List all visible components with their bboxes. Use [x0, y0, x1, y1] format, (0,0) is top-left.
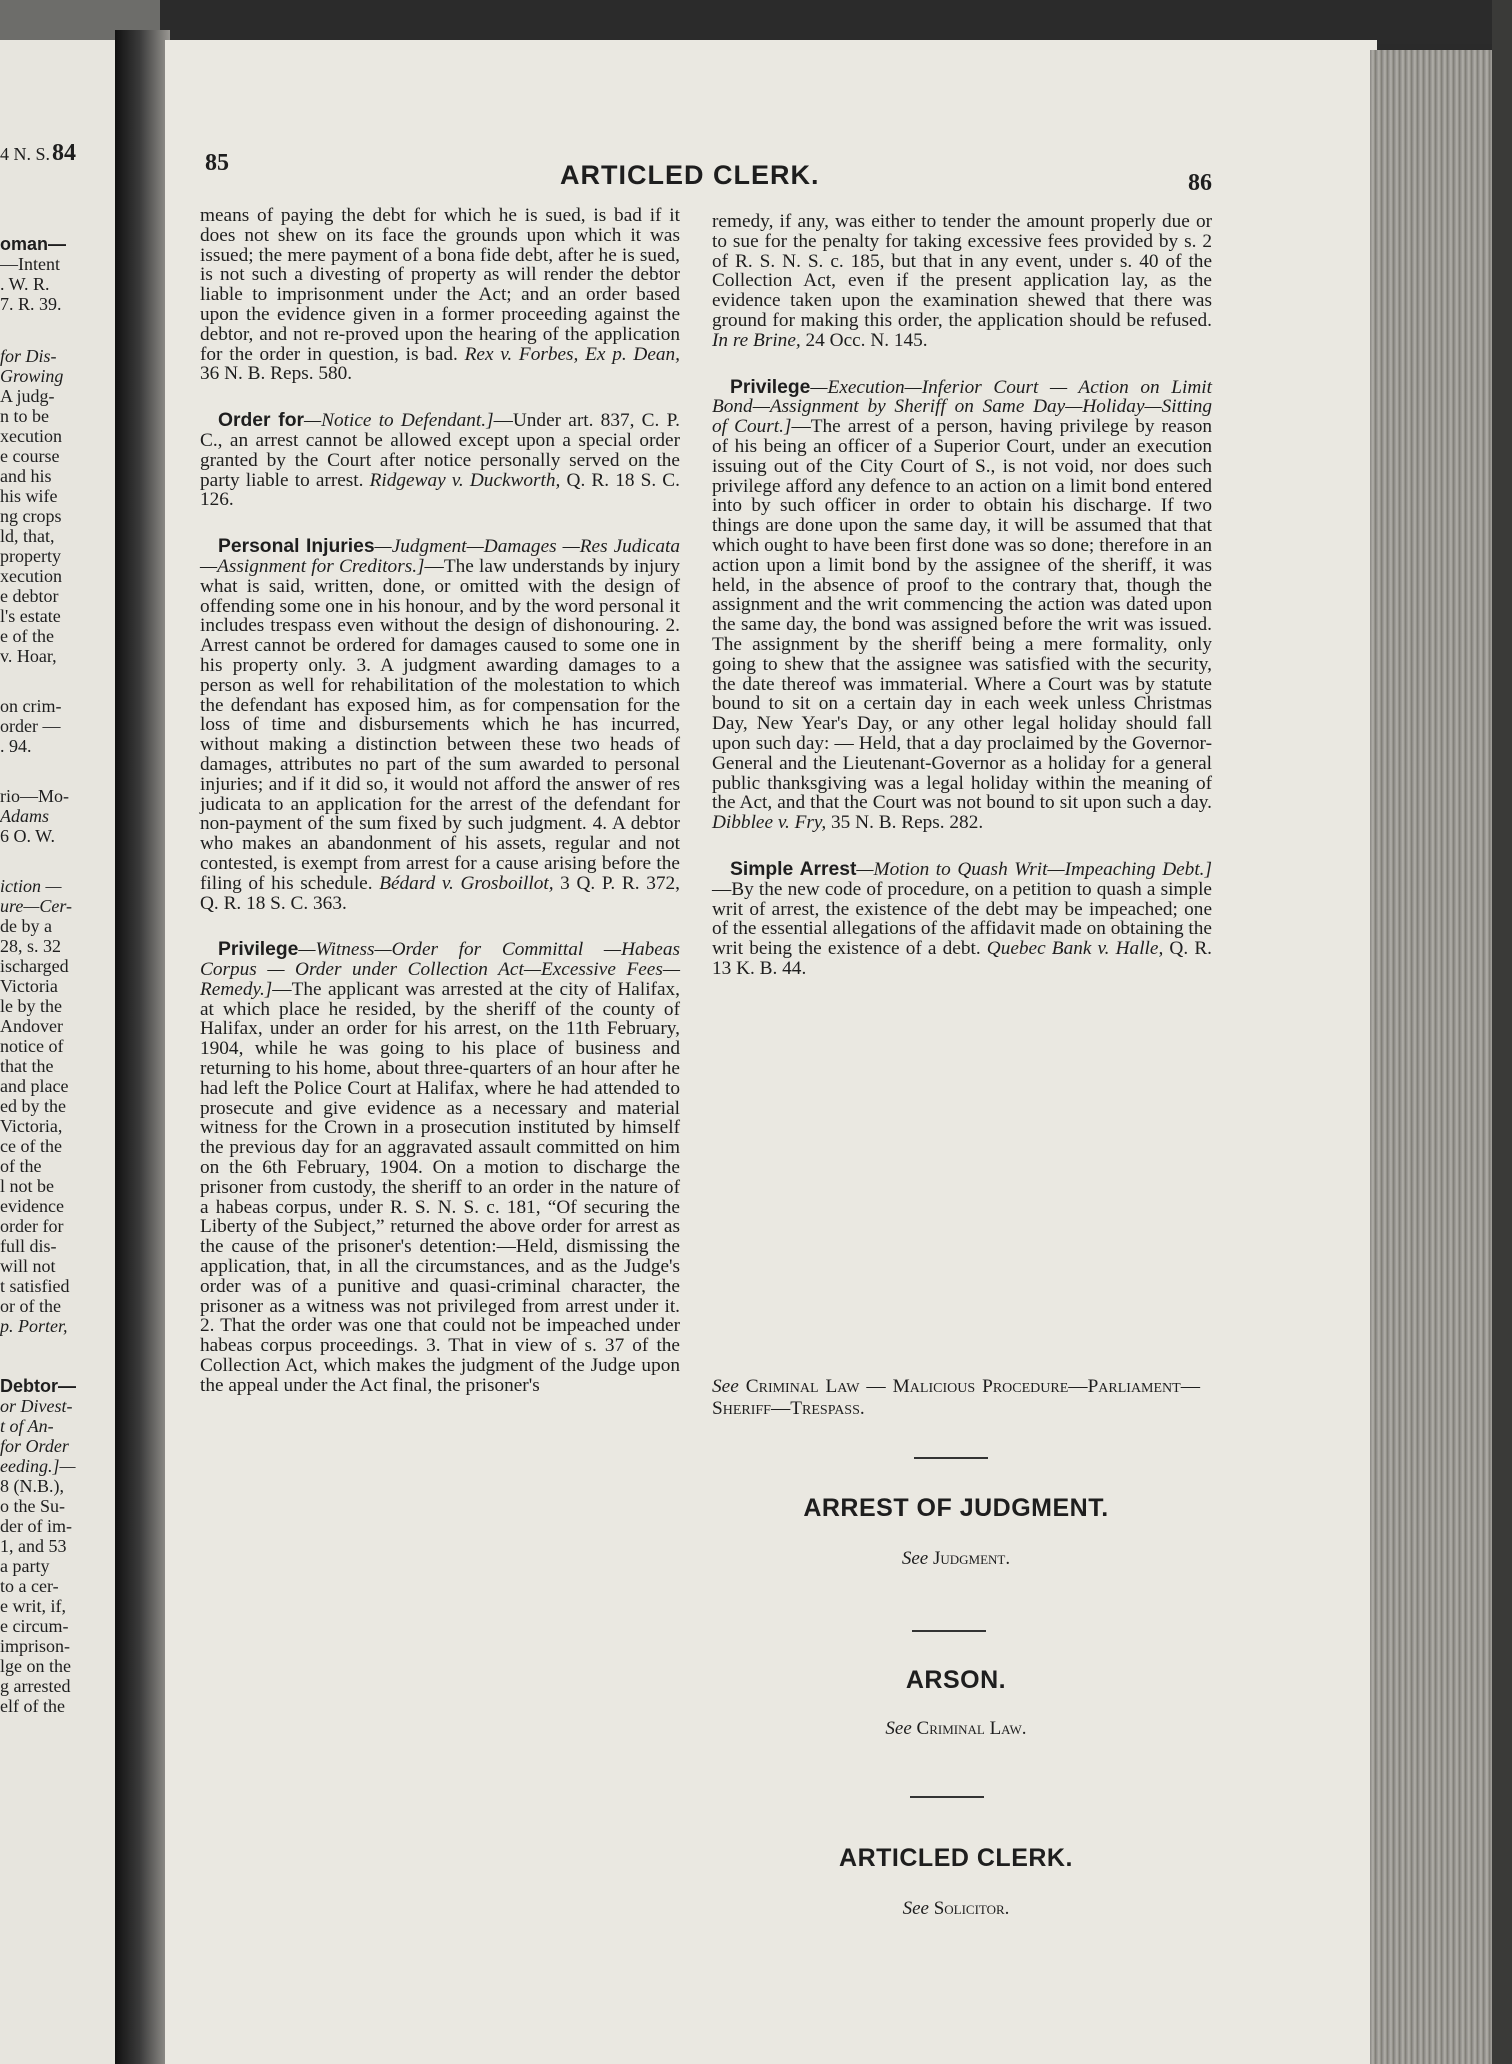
previous-page-line: Victoria, [0, 1116, 63, 1136]
previous-page-line: for Order [0, 1436, 69, 1456]
previous-page-line: 4 N. S. [0, 144, 51, 164]
right-page-number: 86 [1188, 170, 1212, 196]
previous-page-line: of the [0, 1156, 42, 1176]
previous-page-line: o the Su- [0, 1496, 65, 1516]
previous-page-line: ld, that, [0, 526, 55, 546]
digest-entry [200, 940, 680, 1395]
previous-page-line: oman— [0, 234, 67, 254]
previous-page-line: ed by the [0, 1096, 66, 1116]
entry-headword: Order for [218, 410, 304, 432]
previous-page-line: order for [0, 1216, 64, 1236]
previous-page-line: rio—Mo- [0, 786, 69, 806]
section-divider [912, 1630, 986, 1632]
previous-page-line: Victoria [0, 976, 58, 996]
entry-subheadings: —Motion to Quash Writ—Impeaching Debt.] [856, 858, 1212, 880]
entry-text: —The arrest of a person, having privilege by reason of his being an officer of a Superior Court, under an execution issuing out of the City Court of S., is not void, nor does such privilege afford any defence to an action on a limit bond entered into by such officer in order to obtain his discharge. If two things are done upon the same day, it will be assumed that that which ought to have been first done was so done; therefore in an action upon a limit bond by the assignee of the sheriff, it was held, in the absence of proof to the contrary that, though the assignment and the writ commencing the action was dated upon the same day, the bond was assigned before the writ was issued. The assignment by the sheriff being a mere formality, only going to shew that the assignee was satisfied with the security, the date thereof was immaterial. Where a Court was by statute bound to sit on a certain day in each week unless Christmas Day, New Year's Day, or any other legal holiday should fall upon such day: — Held, that a day proclaimed by the Governor-General and the Lieutenant-Governor as a holiday for a general public thanksgiving was a legal holiday within the meaning of the Act, and that the Court was not bound to sit upon such a day. [712, 416, 1212, 814]
previous-page-line: l's estate [0, 606, 61, 626]
previous-page-line: e circum- [0, 1616, 69, 1636]
previous-page-line: de by a [0, 916, 52, 936]
digest-entry [200, 206, 680, 384]
case-citation: Rex v. Forbes, Ex p. Dean, [464, 343, 680, 365]
previous-page-line: t satisfied [0, 1276, 70, 1296]
previous-page-line: ure—Cer- [0, 896, 72, 916]
section-title-arrest-of-judgment: ARREST OF JUDGMENT. [803, 1494, 1109, 1522]
scan-right-border [1492, 0, 1512, 2064]
previous-page-line: iction — [0, 876, 62, 896]
report-reference: 36 N. B. Reps. 580. [200, 363, 353, 385]
digest-entry [712, 378, 1212, 833]
previous-page-line: on crim- [0, 696, 62, 716]
entry-spacer [200, 913, 680, 940]
cross-reference: See Criminal Law. [885, 1718, 1027, 1739]
entry-headword: Simple Arrest [730, 858, 857, 880]
entry-headword: Personal Injuries [218, 536, 375, 558]
entry-headword: Privilege [218, 939, 299, 961]
case-citation: Quebec Bank v. Halle, [986, 938, 1164, 960]
previous-page-line: evidence [0, 1196, 64, 1216]
section-title-arson: ARSON. [905, 1666, 1007, 1694]
cross-reference: See Judgment. [901, 1548, 1011, 1569]
previous-page-line: will not [0, 1256, 56, 1276]
previous-page-line: e debtor [0, 586, 59, 606]
previous-page-line: p. Porter, [0, 1316, 68, 1336]
entry-text: means of paying the debt for which he is sued, is bad if it does not shew on its face the grounds upon which it was issued; the mere payment of a bona fide debt, after he is sued, is not such a divesting of property as will render the debtor liable to imprisonment under the Act; and an order based upon the evidence given in a former proceeding against the debtor, and not re-proved upon the hearing of the application for the order in question, is bad. [200, 205, 680, 365]
report-reference: 24 Occ. N. 145. [800, 329, 928, 351]
previous-page-fragment [0, 40, 115, 2064]
section-divider [910, 1796, 984, 1798]
previous-page-line: A judg- [0, 386, 55, 406]
entry-text: —The law understands by injury what is said, written, done, or omitted with the design of offending some one in his honour, and by the word personal it includes trespass even without the design of dishonouring. 2. Arrest cannot be ordered for damages caused to some one in his property only. 3. A judgment awarding damages to a person as well for rehabilitation of the molestation to which the defendant has exposed him, as for compensation for the loss of time and disbursements which he has incurred, without making a distinction between these two heads of damages, attributes no part of the sum awarded to personal injuries; and if it did so, it would not afford the answer of res judicata to an application for the arrest of the defendant for non-payment of the sum fixed by such judgment. 4. A debtor who makes an abandonment of his assets, regular and not contested, is exempt from arrest for a cause arising before the filing of his schedule. [200, 555, 680, 894]
entry-headword: Privilege [730, 376, 811, 398]
previous-page-line: 1, and 53 [0, 1536, 67, 1556]
previous-page-line: full dis- [0, 1236, 57, 1256]
report-reference: Q. R. 18 S. C. 126. [200, 469, 680, 511]
previous-page-line: 6 O. W. [0, 826, 56, 846]
previous-page-line: e course [0, 446, 60, 466]
see-also-list: Criminal Law — Malicious Procedure—Parliament—Sheriff—Trespass. [712, 1376, 1201, 1419]
previous-page-line: a party [0, 1556, 50, 1576]
case-citation: Ridgeway v. Duckworth, [369, 469, 561, 491]
previous-page-line: der of im- [0, 1516, 72, 1536]
previous-page-line: to a cer- [0, 1576, 59, 1596]
report-reference: Q. R. 13 K. B. 44. [712, 938, 1212, 979]
previous-page-line: lge on the [0, 1656, 71, 1676]
see-label: See [712, 1376, 739, 1397]
previous-page-number: 84 [52, 140, 76, 166]
scan-top-border [0, 0, 1512, 44]
previous-page-line: order — [0, 716, 61, 736]
previous-page-line: ischarged [0, 956, 69, 976]
entry-text: remedy, if any, was either to tender the amount properly due or to sue for the penalty for taking excessive fees provided by s. 2 of R. S. N. S. c. 185, but that in any event, under s. 40 of the Collection Act, even if the present application lay, as the evidence taken upon the examination shewed that there was ground for making this order, the application should be refused. [712, 211, 1212, 331]
entry-text: —Under art. 837, C. P. C., an arrest cannot be allowed except upon a special order granted by the Court after notice personally served on the party liable to arrest. [200, 410, 680, 491]
entry-spacer [200, 384, 680, 411]
previous-page-line: or of the [0, 1296, 61, 1316]
digest-entry [200, 537, 680, 913]
book-gutter [115, 30, 170, 2064]
entry-subheadings: —Judgment—Damages —Res Judicata—Assignment for Creditors.] [200, 536, 680, 577]
previous-page-line: Andover [0, 1016, 63, 1036]
previous-page-line: l not be [0, 1176, 54, 1196]
page-edges [1370, 50, 1512, 2064]
previous-page-line: elf of the [0, 1696, 65, 1716]
left-column [200, 206, 680, 1396]
entry-spacer [712, 351, 1212, 378]
previous-page-line: e of the [0, 626, 54, 646]
report-reference: 35 N. B. Reps. 282. [826, 812, 984, 834]
entry-text: —The applicant was arrested at the city of Halifax, at which place he resided, by the sheriff of the county of Halifax, under an order for his arrest, on the 11th February, 1904, while he was going to his place of business and returning to his home, about three-quarters of an hour after he had left the Police Court at Halifax, where he had attended to prosecute and give evidence as a necessary and material witness for the Crown in a prosecution instituted by himself the previous day for an aggravated assault committed on him on the 6th February, 1904. On a motion to discharge the prisoner from custody, the sheriff to an order in the nature of a habeas corpus, under R. S. N. S. c. 181, “Of securing the Liberty of the Subject,” returned the above order for arrest as the cause of the prisoner's detention:—Held, dismissing the application, that, in all the circumstances, and as the Judge's order was of a punitive and quasi-criminal character, the prisoner as a witness was not privileged from arrest under it. 2. That the order was one that could not be impeached under habeas corpus proceedings. 3. That in view of s. 37 of the Collection Act, which makes the judgment of the Judge upon the appeal under the Act final, the prisoner's [200, 978, 680, 1396]
digest-entry [200, 411, 680, 510]
previous-page-line: for Dis- [0, 346, 57, 366]
previous-page-line: 28, s. 32 [0, 936, 62, 956]
previous-page-line: —Intent [0, 254, 60, 274]
entry-spacer [712, 833, 1212, 860]
previous-page-line: 7. R. 39. [0, 294, 62, 314]
previous-page-line: xecution [0, 566, 62, 586]
right-column [712, 212, 1212, 979]
section-title-articled-clerk: ARTICLED CLERK. [839, 1844, 1073, 1872]
entry-subheadings: —Execution—Inferior Court — Action on Limit Bond—Assignment by Sheriff on Same Day—Holiday—Sitting of Court.] [712, 376, 1212, 438]
entry-subheadings: —Notice to Defendant.] [303, 410, 494, 432]
case-citation: Bédard v. Grosboillot, [379, 872, 554, 894]
running-title: ARTICLED CLERK. [560, 160, 820, 190]
left-page-number: 85 [205, 150, 229, 176]
previous-page-line: . W. R. [0, 274, 50, 294]
case-citation: In re Brine, [712, 329, 801, 351]
entry-text: —By the new code of procedure, on a petition to quash a simple writ of arrest, the existence of the debt may be impeached; one of the essential allegations of the affidavit made on obtaining the writ being the existence of a debt. [712, 878, 1212, 960]
previous-page-line: eeding.]— [0, 1456, 76, 1476]
section-divider [914, 1457, 988, 1459]
previous-page-line: g arrested [0, 1676, 71, 1696]
previous-page-line: e writ, if, [0, 1596, 66, 1616]
entry-spacer [200, 510, 680, 537]
previous-page-line: his wife [0, 486, 58, 506]
previous-page-line: imprison- [0, 1636, 70, 1656]
previous-page-line: that the [0, 1056, 54, 1076]
previous-page-line: ce of the [0, 1136, 62, 1156]
digest-entry [712, 212, 1212, 351]
see-also-references [712, 1376, 1200, 1420]
previous-page-line: Growing [0, 366, 64, 386]
digest-entry [712, 860, 1212, 979]
previous-page-line: xecution [0, 426, 62, 446]
previous-page-line: ng crops [0, 506, 62, 526]
previous-page-line: le by the [0, 996, 62, 1016]
previous-page-line: property [0, 546, 61, 566]
cross-reference: See Solicitor. [902, 1898, 1010, 1919]
previous-page-line: and his [0, 466, 52, 486]
entry-subheadings: —Witness—Order for Committal —Habeas Corpus — Order under Collection Act—Excessive Fees—Remedy.] [200, 939, 680, 1000]
previous-page-line: Adams [0, 806, 49, 826]
previous-page-line: v. Hoar, [0, 646, 57, 666]
previous-page-line: n to be [0, 406, 49, 426]
report-reference: 3 Q. P. R. 372, Q. R. 18 S. C. 363. [200, 872, 680, 914]
previous-page-line: . 94. [0, 736, 32, 756]
case-citation: Dibblee v. Fry, [712, 812, 827, 834]
previous-page-line: Debtor— [0, 1376, 76, 1396]
previous-page-line: or Divest- [0, 1396, 73, 1416]
previous-page-line: t of An- [0, 1416, 54, 1436]
previous-page-line: and place [0, 1076, 69, 1096]
previous-page-line: 8 (N.B.), [0, 1476, 64, 1496]
previous-page-line: notice of [0, 1036, 64, 1056]
